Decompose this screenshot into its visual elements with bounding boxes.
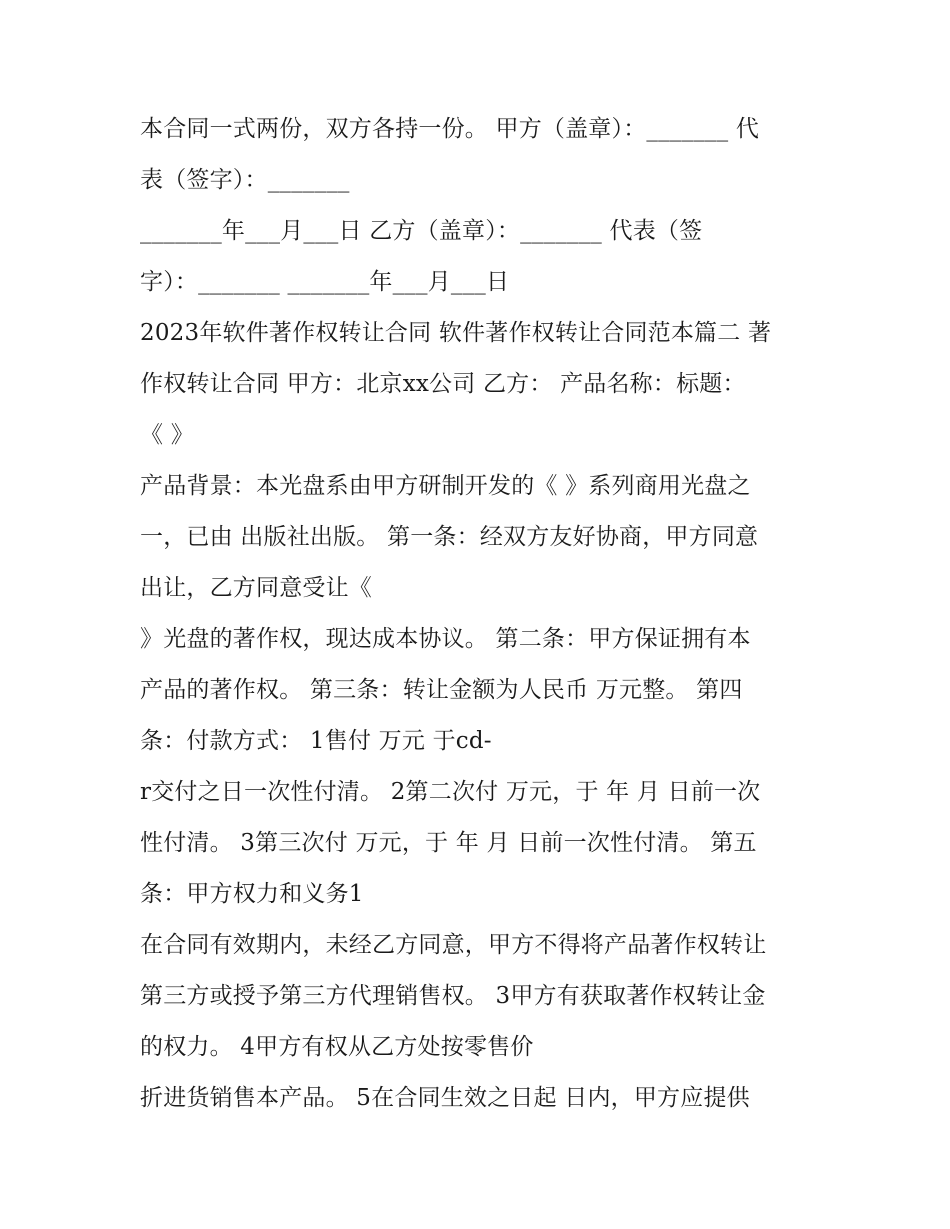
- text-line: 条：甲方权力和义务1: [140, 881, 364, 907]
- text-line: 表（签字）：_______: [140, 167, 350, 193]
- document-body: [140, 104, 820, 1124]
- text-line: 性付清。 3第三次付 万元，于 年 月 日前一次性付清。 第五: [140, 830, 757, 856]
- text-line: 条：付款方式： 1售付 万元 于cd-: [140, 728, 492, 754]
- text-line: 的权力。 4甲方有权从乙方处按零售价: [140, 1034, 534, 1060]
- text-line: r交付之日一次性付清。 2第二次付 万元，于 年 月 日前一次: [140, 779, 761, 805]
- text-line: 字）：_______ _______年___月___日: [140, 269, 510, 295]
- text-line: 作权转让合同 甲方：北京xx公司 乙方： 产品名称：标题：: [140, 371, 746, 397]
- text-line: 一，已由 出版社出版。 第一条：经双方友好协商，甲方同意: [140, 524, 759, 550]
- text-line: 》光盘的著作权，现达成本协议。 第二条：甲方保证拥有本: [140, 626, 751, 652]
- text-line: 产品背景：本光盘系由甲方研制开发的《 》系列商用光盘之: [140, 473, 751, 499]
- text-line: _______年___月___日 乙方（盖章）：_______ 代表（签: [140, 218, 703, 244]
- text-line: 本合同一式两份，双方各持一份。 甲方（盖章）：_______ 代: [140, 116, 760, 142]
- text-line: 《 》: [140, 422, 194, 448]
- text-line: 第三方或授予第三方代理销售权。 3甲方有获取著作权转让金: [140, 983, 766, 1009]
- text-line: 2023年软件著作权转让合同 软件著作权转让合同范本篇二 著: [140, 320, 772, 346]
- text-line: 在合同有效期内，未经乙方同意，甲方不得将产品著作权转让: [140, 932, 767, 958]
- text-line: 折进货销售本产品。 5在合同生效之日起 日内，甲方应提供: [140, 1085, 750, 1111]
- text-line: 产品的著作权。 第三条：转让金额为人民币 万元整。 第四: [140, 677, 743, 703]
- text-line: 出让，乙方同意受让《: [140, 575, 372, 601]
